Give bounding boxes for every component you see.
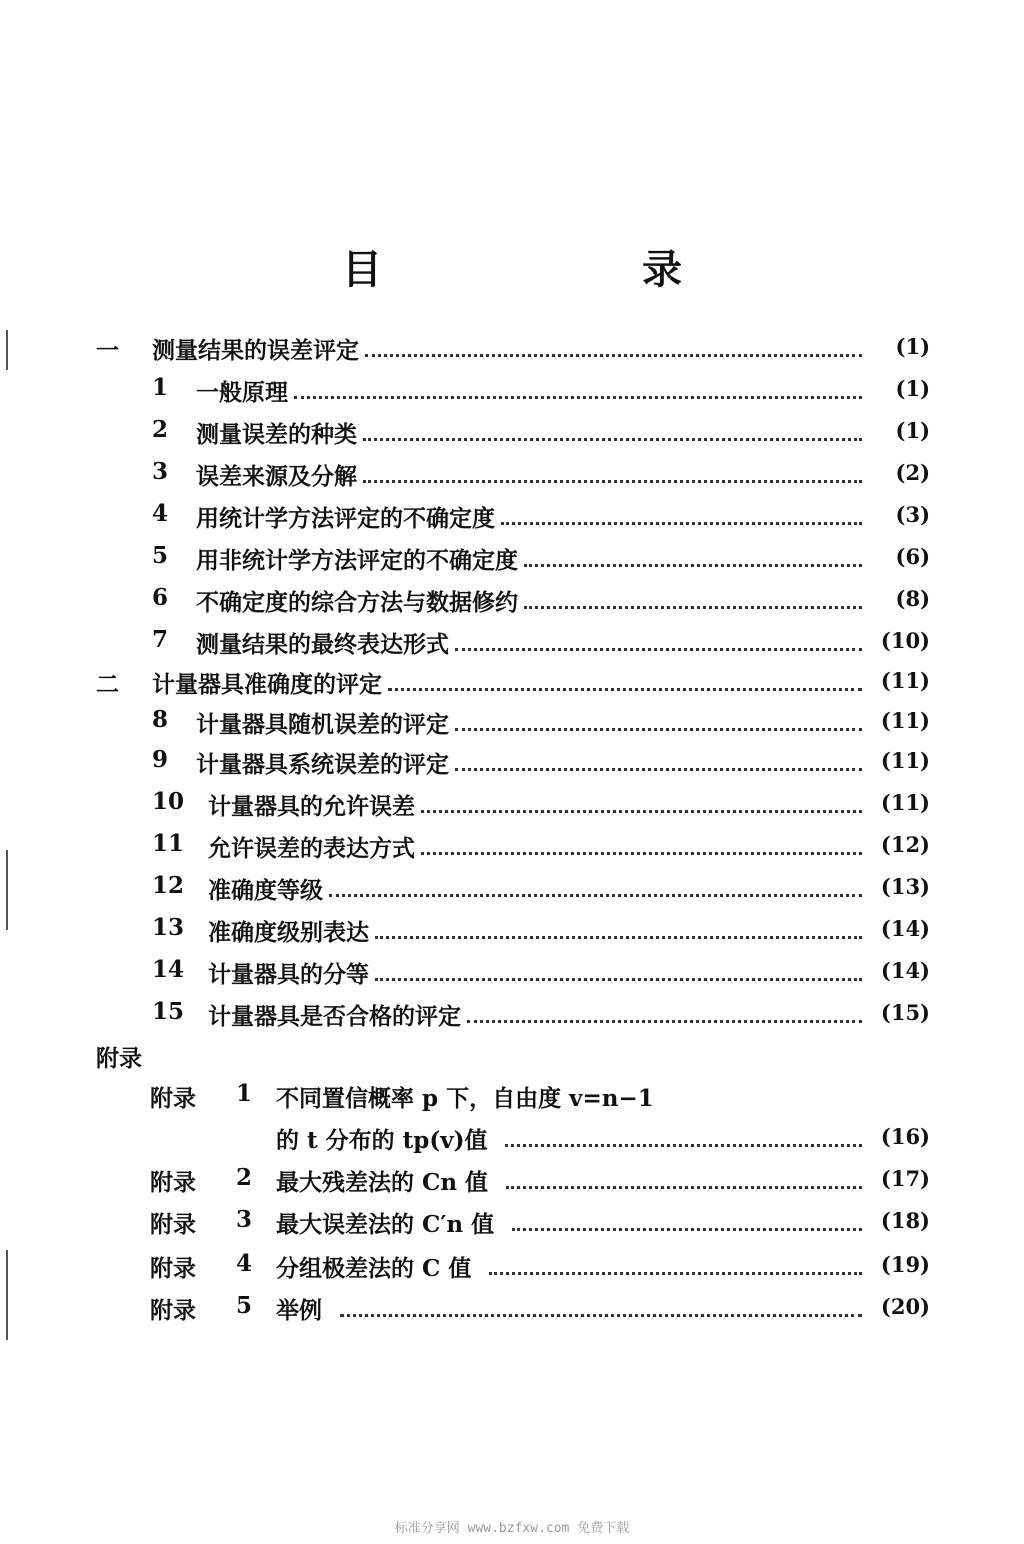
appendix-heading: 附录 <box>96 1045 142 1072</box>
toc-entry-number: 1 <box>152 374 169 401</box>
toc-entry <box>0 500 1024 534</box>
toc-entry <box>0 626 1024 660</box>
toc-entry-page: (6) <box>895 544 930 569</box>
toc-entry-page: (1) <box>895 418 930 443</box>
toc-entry-title: 计量器具是否合格的评定 <box>208 1003 461 1030</box>
toc-leader-dots <box>524 594 862 609</box>
appendix-page: (19) <box>880 1252 930 1277</box>
toc-entry-number: 5 <box>152 542 169 569</box>
toc-entry-number: 14 <box>152 956 185 983</box>
toc-leader-dots <box>489 1260 862 1275</box>
toc-entry <box>0 746 1024 780</box>
appendix-number: 4 <box>236 1250 253 1277</box>
toc-leader-dots <box>329 882 862 897</box>
appendix-number: 5 <box>236 1292 253 1319</box>
toc-entry-title: 测量结果的最终表达形式 <box>196 631 449 658</box>
toc-leader-dots <box>455 756 862 771</box>
appendix-label: 附录 <box>150 1255 196 1282</box>
toc-entry-title: 不确定度的综合方法与数据修约 <box>196 589 518 616</box>
toc-leader-dots <box>375 966 862 981</box>
footer-watermark: 标准分享网 www.bzfxw.com 免费下载 <box>394 1521 630 1536</box>
toc-entry-page: (12) <box>880 832 930 857</box>
appendix-entry <box>0 1292 1024 1326</box>
appendix-title: 举例 <box>276 1297 322 1324</box>
toc-entry-title: 测量结果的误差评定 <box>152 337 359 364</box>
toc-entry-page: (11) <box>880 668 930 693</box>
toc-leader-dots <box>455 636 862 651</box>
toc-leader-dots <box>505 1132 862 1147</box>
toc-leader-dots <box>365 342 862 357</box>
appendix-number: 1 <box>236 1080 253 1107</box>
appendix-number: 2 <box>236 1164 253 1191</box>
toc-entry-number: 11 <box>152 830 185 857</box>
toc-entry-title: 误差来源及分解 <box>196 463 357 490</box>
toc-entry-page: (1) <box>895 334 930 359</box>
appendix-number: 3 <box>236 1206 253 1233</box>
appendix-entry <box>0 1122 1024 1156</box>
toc-entry-page: (8) <box>895 586 930 611</box>
toc-entry <box>0 458 1024 492</box>
toc-entry-number: 9 <box>152 746 169 773</box>
toc-entry-title: 准确度级别表达 <box>208 919 369 946</box>
appendix-entry <box>0 1206 1024 1240</box>
scan-mark <box>6 1250 8 1340</box>
toc-leader-dots <box>294 384 862 399</box>
toc-entry-title: 允许误差的表达方式 <box>208 835 415 862</box>
appendix-entry <box>0 1250 1024 1284</box>
toc-entry-title: 计量器具的允许误差 <box>208 793 415 820</box>
appendix-title: 分组极差法的 C 值 <box>276 1255 472 1282</box>
toc-entry <box>0 872 1024 906</box>
toc-entry-number: 15 <box>152 998 185 1025</box>
toc-entry <box>0 666 1024 700</box>
appendix-entry <box>0 1080 1024 1114</box>
toc-entry-page: (11) <box>880 748 930 773</box>
toc-entry-page: (11) <box>880 790 930 815</box>
toc-entry <box>0 914 1024 948</box>
toc-entry-title: 一般原理 <box>196 379 288 406</box>
toc-entry-title: 计量器具随机误差的评定 <box>196 711 449 738</box>
toc-leader-dots <box>501 510 862 525</box>
toc-entry-number: 10 <box>152 788 185 815</box>
toc-entry <box>0 332 1024 366</box>
toc-entry-page: (14) <box>880 958 930 983</box>
appendix-entry <box>0 1164 1024 1198</box>
toc-leader-dots <box>363 468 862 483</box>
toc-entry <box>0 998 1024 1032</box>
appendix-page: (18) <box>880 1208 930 1233</box>
toc-leader-dots <box>455 716 862 731</box>
toc-entry <box>0 584 1024 618</box>
appendix-label: 附录 <box>150 1169 196 1196</box>
toc-entry-title: 用非统计学方法评定的不确定度 <box>196 547 518 574</box>
toc-entry-number: 4 <box>152 500 169 527</box>
toc-leader-dots <box>375 924 862 939</box>
toc-entry-number: 2 <box>152 416 169 443</box>
page-title: 目 录 <box>342 247 792 293</box>
toc-entry-page: (10) <box>880 628 930 653</box>
toc-leader-dots <box>512 1216 862 1231</box>
toc-entry-page: (14) <box>880 916 930 941</box>
toc-entry-number: 7 <box>152 626 169 653</box>
toc-leader-dots <box>421 840 862 855</box>
toc-entry-number: 3 <box>152 458 169 485</box>
toc-entry-page: (11) <box>880 708 930 733</box>
toc-leader-dots <box>506 1174 862 1189</box>
toc-entry-title: 计量器具系统误差的评定 <box>196 751 449 778</box>
appendix-label: 附录 <box>150 1085 196 1112</box>
scan-mark <box>6 330 8 370</box>
appendix-title: 最大误差法的 C′n 值 <box>276 1211 495 1238</box>
appendix-page: (20) <box>880 1294 930 1319</box>
toc-entry-title: 测量误差的种类 <box>196 421 357 448</box>
toc-entry-title: 计量器具的分等 <box>208 961 369 988</box>
toc-entry-number: 8 <box>152 706 169 733</box>
toc-entry-number: 6 <box>152 584 169 611</box>
toc-entry-page: (2) <box>895 460 930 485</box>
toc-leader-dots <box>467 1008 862 1023</box>
toc-entry <box>0 706 1024 740</box>
toc-entry <box>0 542 1024 576</box>
toc-entry-title: 计量器具准确度的评定 <box>152 671 382 698</box>
toc-entry-number: 一 <box>96 337 119 364</box>
toc-leader-dots <box>388 676 862 691</box>
toc-leader-dots <box>421 798 862 813</box>
scan-mark <box>6 850 8 930</box>
toc-entry <box>0 830 1024 864</box>
toc-entry-page: (13) <box>880 874 930 899</box>
toc-entry-number: 13 <box>152 914 185 941</box>
appendix-label: 附录 <box>150 1211 196 1238</box>
appendix-title: 不同置信概率 p 下，自由度 v=n−1 <box>276 1085 654 1112</box>
toc-entry-title: 准确度等级 <box>208 877 323 904</box>
appendix-title: 的 t 分布的 tp(v)值 <box>276 1127 488 1154</box>
toc-leader-dots <box>363 426 862 441</box>
appendix-page: (16) <box>880 1124 930 1149</box>
toc-entry <box>0 374 1024 408</box>
toc-leader-dots <box>524 552 862 567</box>
appendix-label: 附录 <box>150 1297 196 1324</box>
toc-entry-page: (1) <box>895 376 930 401</box>
appendix-page: (17) <box>880 1166 930 1191</box>
toc-entry <box>0 956 1024 990</box>
toc-entry-title: 用统计学方法评定的不确定度 <box>196 505 495 532</box>
toc-entry-page: (3) <box>895 502 930 527</box>
toc-leader-dots <box>340 1302 862 1317</box>
toc-entry <box>0 416 1024 450</box>
toc-entry-number: 二 <box>96 671 119 698</box>
toc-entry-page: (15) <box>880 1000 930 1025</box>
toc-entry <box>0 788 1024 822</box>
toc-entry-number: 12 <box>152 872 185 899</box>
appendix-title: 最大残差法的 Cn 值 <box>276 1169 489 1196</box>
